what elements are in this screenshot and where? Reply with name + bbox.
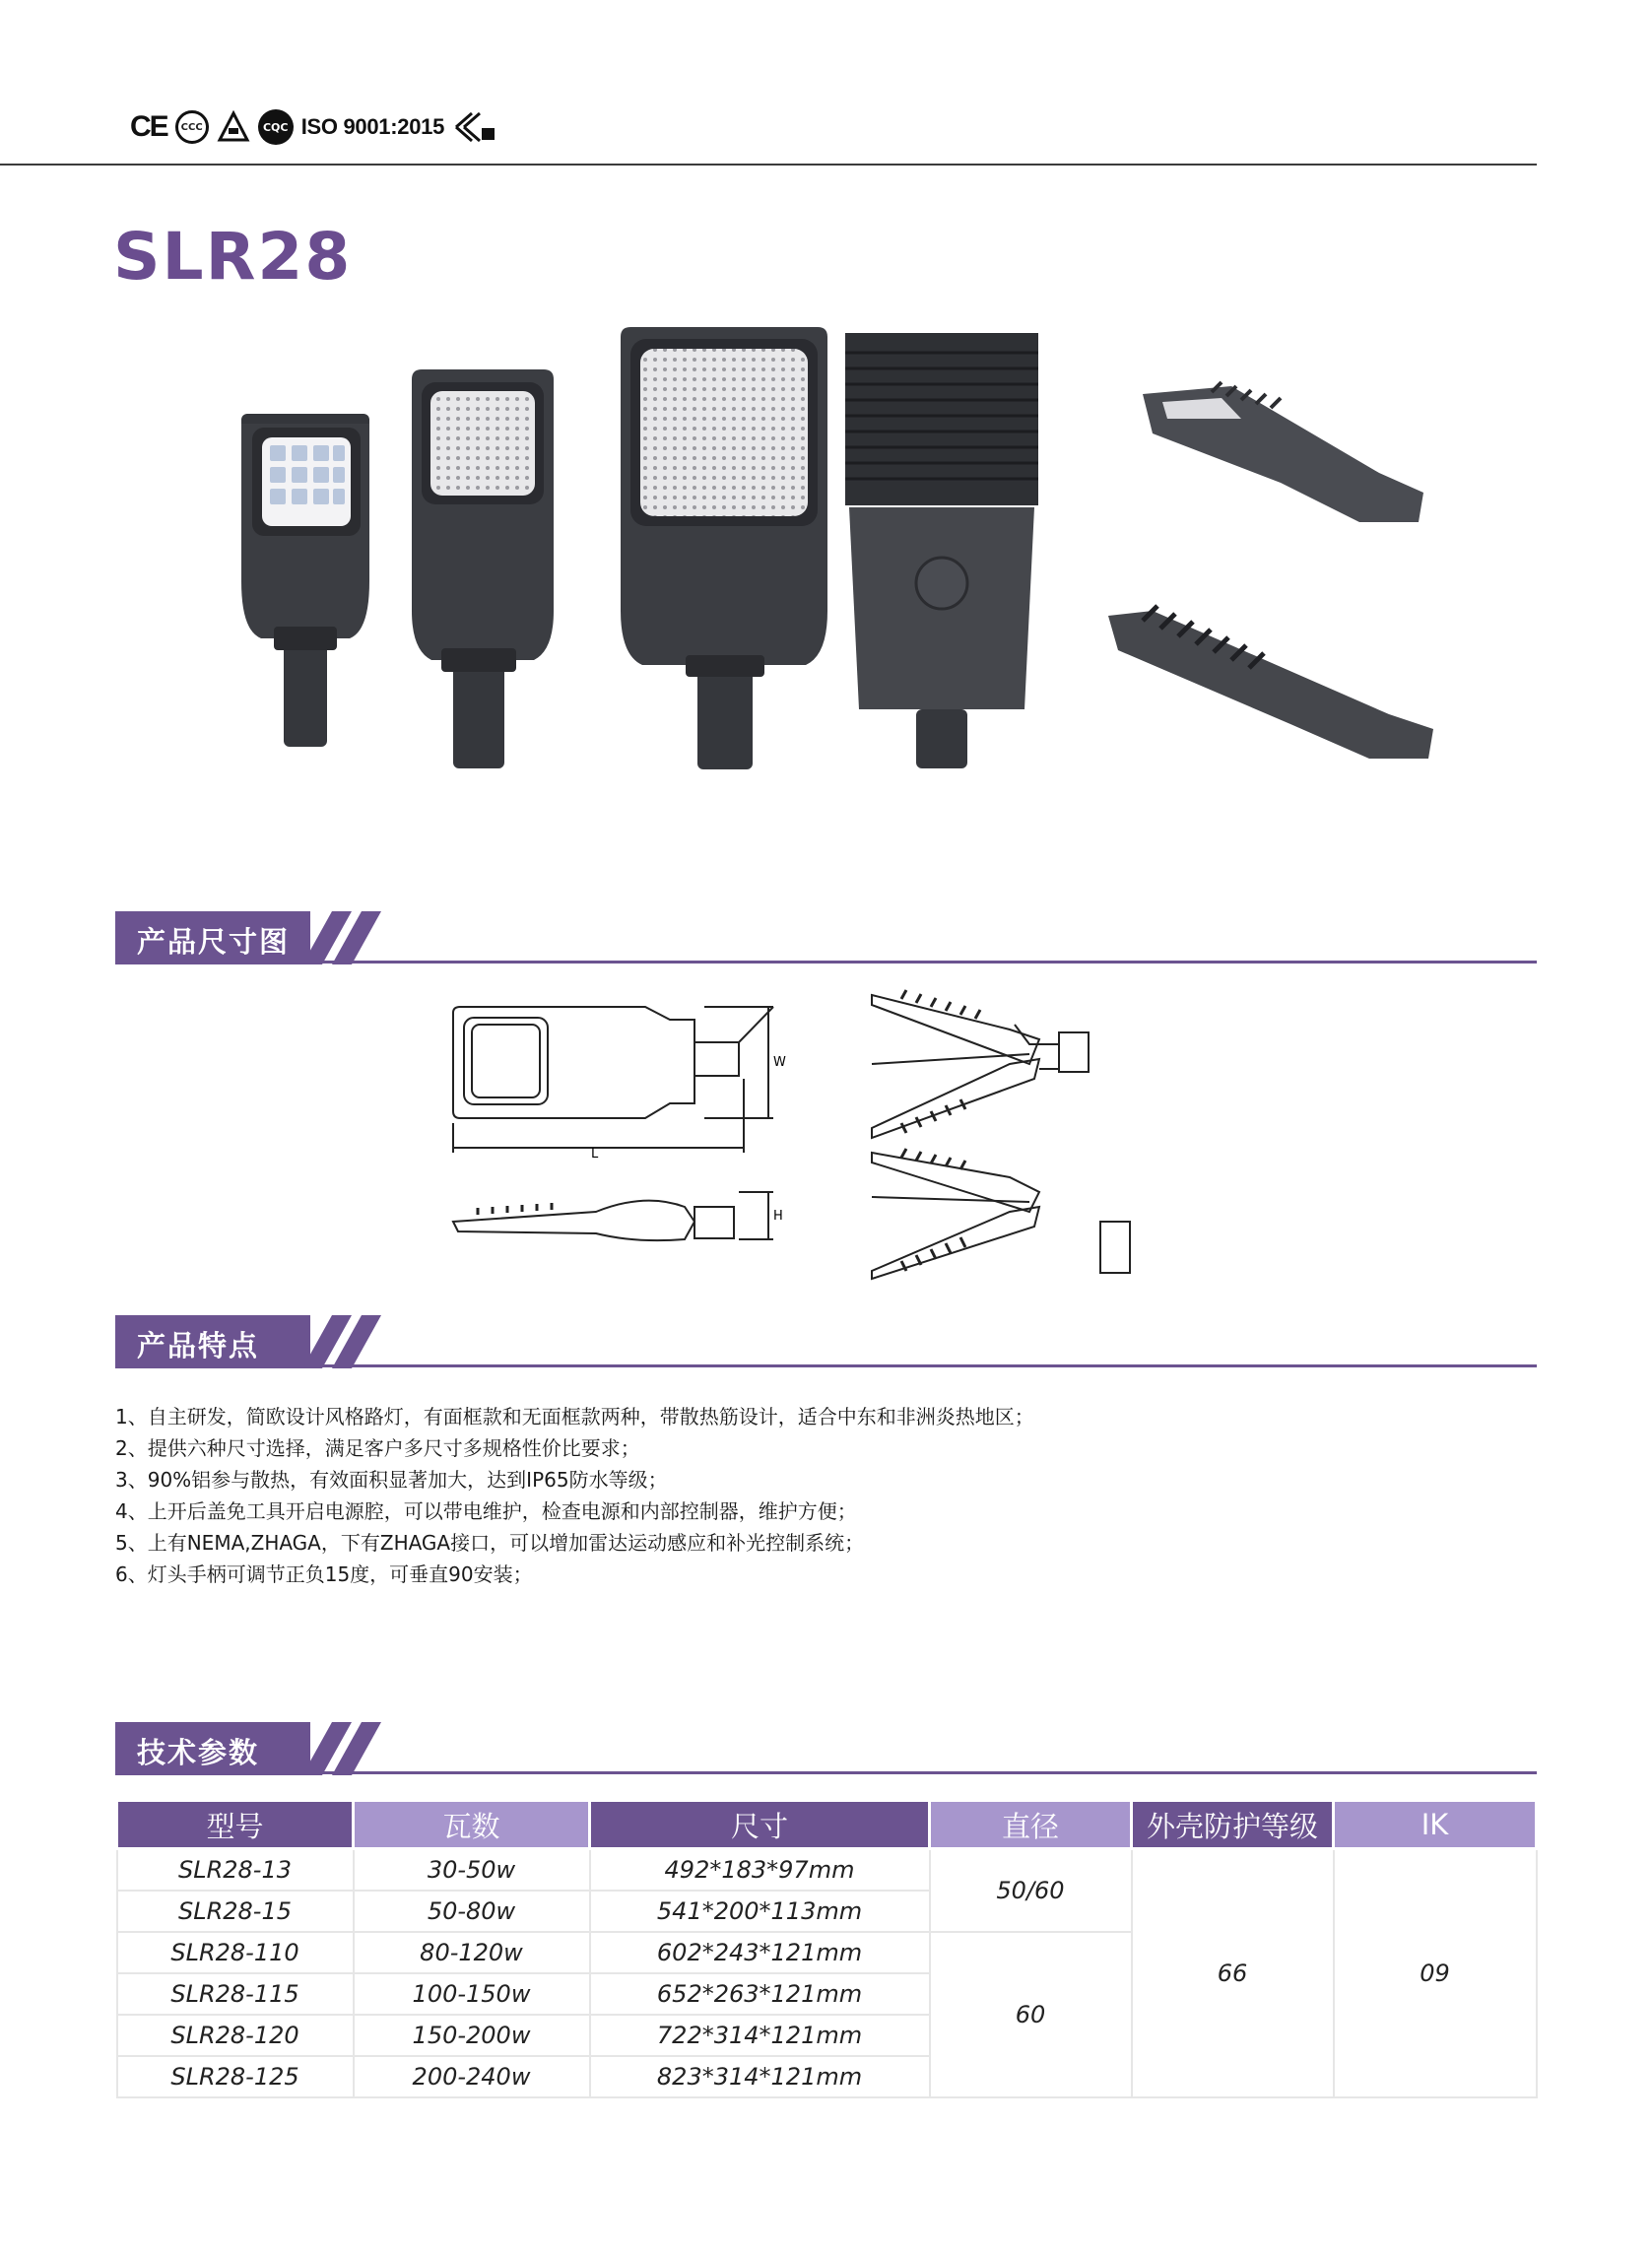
cqc-mark: CQC: [258, 109, 294, 145]
lamp-back-photo: [845, 333, 1038, 768]
section-slash-icon: [302, 1315, 391, 1368]
cell-watts: 30-50w: [354, 1849, 590, 1892]
lamp-side-photo-upper: [1143, 382, 1423, 522]
cell-size: 602*243*121mm: [590, 1932, 930, 1973]
dimension-drawings: [448, 985, 1197, 1291]
header-rule: [0, 164, 1537, 166]
header-model: 型号: [117, 1801, 354, 1849]
ce-mark: CE: [130, 110, 167, 143]
energy-label-icon: [452, 110, 497, 144]
section-slash-icon: [302, 911, 391, 964]
feature-item: 3、90%铝参与散热，有效面积显著加大，达到IP65防水等级；: [115, 1468, 668, 1492]
cell-watts: 80-120w: [354, 1932, 590, 1973]
lamp-small-photo: [241, 414, 369, 747]
cell-model: SLR28-110: [117, 1932, 354, 1973]
cell-model: SLR28-15: [117, 1891, 354, 1932]
feature-item: 5、上有NEMA,ZHAGA，下有ZHAGA接口，可以增加雷达运动感应和补光控制系统；: [115, 1531, 865, 1555]
section-slash-icon: [302, 1722, 391, 1775]
cell-watts: 50-80w: [354, 1891, 590, 1932]
cell-watts: 200-240w: [354, 2056, 590, 2097]
safety-triangle-icon: [217, 110, 250, 144]
feature-item: 6、灯头手柄可调节正负15度，可垂直90安装；: [115, 1562, 533, 1586]
lamp-medium-photo: [412, 369, 554, 768]
cell-size: 823*314*121mm: [590, 2056, 930, 2097]
product-photos: [227, 325, 1458, 837]
header-watts: 瓦数: [354, 1801, 590, 1849]
iso-certification: ISO 9001:2015: [300, 114, 445, 139]
header-diameter: 直径: [930, 1801, 1132, 1849]
cell-diameter: 60: [930, 1932, 1132, 2097]
length-label: L: [591, 1147, 599, 1162]
cell-size: 541*200*113mm: [590, 1891, 930, 1932]
height-label: H: [773, 1209, 783, 1224]
cell-ik: 09: [1334, 1849, 1537, 2098]
header-ik: IK: [1334, 1801, 1537, 1849]
header-size: 尺寸: [590, 1801, 930, 1849]
table-row: [117, 1849, 1537, 1892]
cell-size: 652*263*121mm: [590, 1973, 930, 2015]
cell-watts: 100-150w: [354, 1973, 590, 2015]
header-protection: 外壳防护等级: [1132, 1801, 1334, 1849]
certification-row: [130, 106, 497, 148]
table-header-row: [117, 1801, 1537, 1849]
cell-size: 492*183*97mm: [590, 1849, 930, 1892]
cell-protection: 66: [1132, 1849, 1334, 2098]
lamp-side-photo-lower: [1108, 606, 1433, 759]
cell-model: SLR28-115: [117, 1973, 354, 2015]
cell-size: 722*314*121mm: [590, 2015, 930, 2056]
cell-model: SLR28-13: [117, 1849, 354, 1892]
cell-model: SLR28-120: [117, 2015, 354, 2056]
feature-item: 2、提供六种尺寸选择，满足客户多尺寸多规格性价比要求；: [115, 1436, 640, 1460]
width-label: W: [773, 1055, 786, 1070]
spec-table: [115, 1799, 1538, 2098]
cell-diameter: 50/60: [930, 1849, 1132, 1933]
cell-model: SLR28-125: [117, 2056, 354, 2097]
feature-item: 1、自主研发，简欧设计风格路灯，有面框款和无面框款两种，带散热筋设计，适合中东和非洲炎热地区；: [115, 1405, 1034, 1428]
lamp-large-photo: [621, 327, 827, 769]
page-title: SLR28: [113, 219, 353, 295]
feature-item: 4、上开后盖免工具开启电源腔，可以带电维护，检查电源和内部控制器，维护方便；: [115, 1499, 857, 1523]
feature-list: [115, 1401, 1514, 1590]
cell-watts: 150-200w: [354, 2015, 590, 2056]
ccc-mark: CCC: [175, 110, 209, 144]
